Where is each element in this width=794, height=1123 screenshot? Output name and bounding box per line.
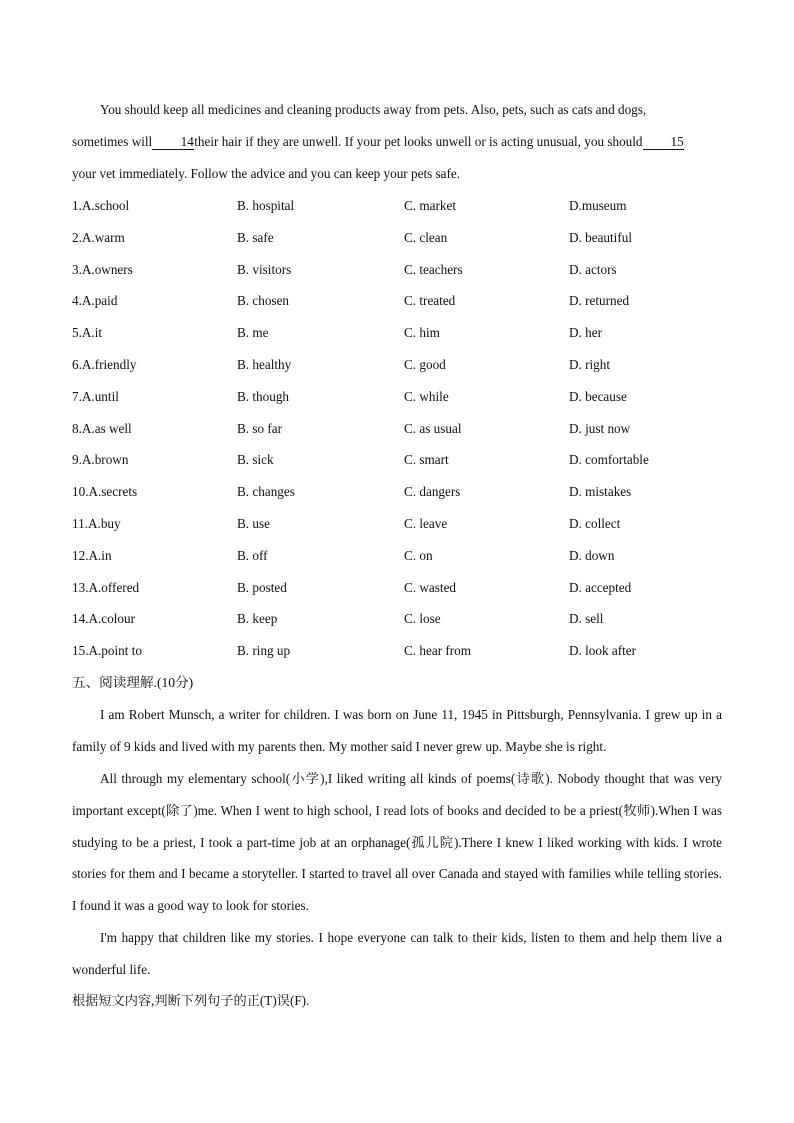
option-c[interactable]: C. dangers <box>404 484 461 500</box>
option-d[interactable]: D. her <box>569 325 602 341</box>
option-c[interactable]: C. smart <box>404 452 449 468</box>
option-a[interactable]: 14.A.colour <box>72 611 135 627</box>
options-row-10 <box>72 476 732 508</box>
blank-14[interactable]: 14 <box>152 135 194 150</box>
option-d[interactable]: D. accepted <box>569 579 632 595</box>
option-d[interactable]: D. collect <box>569 515 621 531</box>
option-b[interactable]: B. chosen <box>237 293 290 309</box>
option-a[interactable]: 7.A.until <box>72 388 119 404</box>
option-d[interactable]: D. because <box>569 388 627 404</box>
option-c[interactable]: C. lose <box>404 611 441 627</box>
options-list <box>72 190 732 667</box>
option-d[interactable]: D.museum <box>569 198 627 213</box>
options-row-1 <box>72 190 732 222</box>
options-row-6 <box>72 349 732 381</box>
option-d[interactable]: D. down <box>569 547 615 563</box>
option-c[interactable]: C. market <box>404 198 457 213</box>
option-a[interactable]: 6.A.friendly <box>72 356 137 372</box>
reading-paragraph-2: All through my elementary school(小学),I liked writing all kinds of poems(诗歌). Nobody thought that was very important except(除了)me. When I went to high school, I read lots of books and decided to be a priest(牧师).When I was studying to be a priest, I took a part-time job at an orphanage(孤儿院).There I knew I liked working with kids. I wrote stories for them and I became a storyteller. I started to travel all over Canada and stayed with families while telling stories. I found it was a good way to look for stories. <box>72 771 722 914</box>
option-b[interactable]: B. use <box>237 515 270 531</box>
option-a[interactable]: 15.A.point to <box>72 643 142 659</box>
option-b[interactable]: B. ring up <box>237 643 291 659</box>
option-c[interactable]: C. while <box>404 388 449 404</box>
option-d[interactable]: D. comfortable <box>569 452 649 468</box>
option-d[interactable]: D. right <box>569 356 611 372</box>
option-a[interactable]: 11.A.buy <box>72 515 121 531</box>
option-c[interactable]: C. hear from <box>404 643 472 659</box>
options-row-11 <box>72 508 732 540</box>
option-b[interactable]: B. healthy <box>237 356 292 372</box>
options-row-5 <box>72 317 732 349</box>
options-row-15 <box>72 635 732 667</box>
option-d[interactable]: D. mistakes <box>569 484 632 500</box>
option-a[interactable]: 1.A.school <box>72 198 130 213</box>
blank-15[interactable]: 15 <box>643 135 684 150</box>
option-a[interactable]: 3.A.owners <box>72 261 133 277</box>
options-row-8 <box>72 413 732 445</box>
option-b[interactable]: B. changes <box>237 484 295 500</box>
reading-paragraph-1: I am Robert Munsch, a writer for children. I was born on June 11, 1945 in Pittsburgh, Pennsylvania. I grew up in a family of 9 kids and lived with my parents then. My mother said I never grew up. Maybe she is right. <box>72 707 722 754</box>
option-a[interactable]: 9.A.brown <box>72 452 129 468</box>
option-b[interactable]: B. me <box>237 325 269 341</box>
option-b[interactable]: B. visitors <box>237 261 292 277</box>
option-b[interactable]: B. safe <box>237 229 274 245</box>
option-b[interactable]: B. sick <box>237 452 274 468</box>
option-d[interactable]: D. just now <box>569 420 631 436</box>
option-b[interactable]: B. so far <box>237 420 283 436</box>
options-row-12 <box>72 540 732 572</box>
option-a[interactable]: 13.A.offered <box>72 579 140 595</box>
option-b[interactable]: B. keep <box>237 611 278 627</box>
passage-line-2-start: sometimes will <box>72 133 153 149</box>
option-c[interactable]: C. clean <box>404 229 448 245</box>
option-a[interactable]: 12.A.in <box>72 547 112 563</box>
option-a[interactable]: 8.A.as well <box>72 420 132 436</box>
options-row-2 <box>72 222 732 254</box>
option-c[interactable]: C. on <box>404 547 433 563</box>
option-c[interactable]: C. teachers <box>404 261 463 277</box>
option-d[interactable]: D. beautiful <box>569 229 632 245</box>
option-d[interactable]: D. look after <box>569 643 637 659</box>
option-c[interactable]: C. treated <box>404 293 456 309</box>
passage-line-3: your vet immediately. Follow the advice and you can keep your pets safe. <box>72 165 461 181</box>
option-c[interactable]: C. wasted <box>404 579 457 595</box>
option-b[interactable]: B. off <box>237 547 268 563</box>
option-a[interactable]: 5.A.it <box>72 325 103 341</box>
options-row-7 <box>72 381 732 413</box>
passage-paragraph <box>72 94 722 189</box>
options-row-4 <box>72 285 732 317</box>
option-b[interactable]: B. though <box>237 388 290 404</box>
passage-line-1: You should keep all medicines and cleaning products away from pets. Also, pets, such as cats and dogs, <box>100 102 647 117</box>
option-d[interactable]: D. sell <box>569 611 604 627</box>
option-c[interactable]: C. him <box>404 325 440 341</box>
options-row-14 <box>72 603 732 635</box>
option-c[interactable]: C. as usual <box>404 420 462 436</box>
options-row-9 <box>72 444 732 476</box>
options-row-13 <box>72 572 732 604</box>
option-c[interactable]: C. good <box>404 356 446 372</box>
option-a[interactable]: 4.A.paid <box>72 293 118 309</box>
option-b[interactable]: B. hospital <box>237 198 295 213</box>
option-a[interactable]: 2.A.warm <box>72 229 125 245</box>
options-row-3 <box>72 254 732 286</box>
option-a[interactable]: 10.A.secrets <box>72 484 138 500</box>
option-c[interactable]: C. leave <box>404 515 448 531</box>
reading-paragraph-3: I'm happy that children like my stories. I hope everyone can talk to their kids, listen to them and help them live a wonderful life. <box>72 930 722 977</box>
option-d[interactable]: D. actors <box>569 261 617 277</box>
question-instruction: 根据短文内容,判断下列句子的正(T)误(F). <box>72 993 310 1008</box>
passage-line-2-middle: their hair if they are unwell. If your pet looks unwell or is acting unusual, you should <box>194 133 643 149</box>
section-heading: 五、阅读理解.(10分) <box>72 675 194 690</box>
option-b[interactable]: B. posted <box>237 579 287 595</box>
option-d[interactable]: D. returned <box>569 293 630 309</box>
